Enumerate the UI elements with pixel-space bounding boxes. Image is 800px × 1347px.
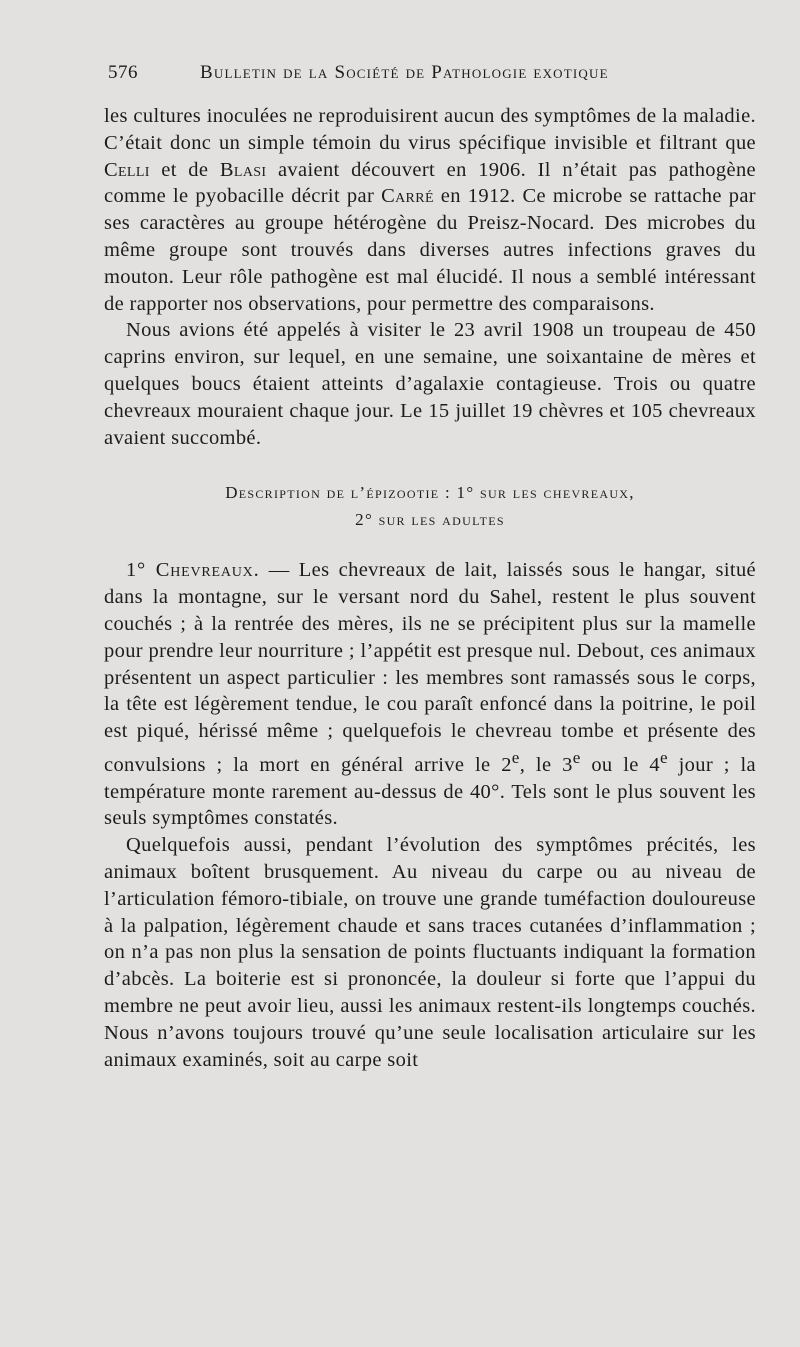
paragraph-2: Nous avions été appelés à visiter le 23 avril 1908 un troupeau de 450 caprins environ, sur lequel, en une semaine, une soixantaine de mères et quelques boucs étaient atteints d’agalaxie contagieuse. Trois ou quatre chevreaux mouraient chaque jour. Le 15 juillet 19 chèvres et 105 chevreaux avaient succombé. bbox=[104, 319, 756, 449]
section-heading-line-2: 2° sur les adultes bbox=[355, 510, 505, 530]
run-in-heading: 1° Chevreaux. bbox=[126, 559, 260, 582]
page-number: 576 bbox=[108, 62, 138, 83]
paragraph-3: 1° Chevreaux. — Les chevreaux de lait, laissés sous le hangar, situé dans la montagne, sur le versant nord du Sahel, restent le plus souvent couchés ; à la rentrée des mères, ils ne se précipitent plus sur la mamelle pour prendre leur nourriture ; l’appétit est presque nul. Debout, ces animaux présentent un aspect particulier : les membres sont ramassés sous le corps, la tête est légèrement tendue, le cou paraît enfoncé dans la poitrine, le poil est piqué, hérissé même ; quelquefois le chevreau tombe et présente des convulsions ; la mort en général arrive le 2e, le 3e ou le 4e jour ; la température monte rarement au-dessus de 40°. Tels sont le plus souvent les seuls symptômes constatés. bbox=[104, 559, 756, 830]
section-heading-line-1: Description de l’épizootie : 1° sur les chevreaux, bbox=[225, 483, 635, 503]
body-text bbox=[104, 103, 756, 1073]
author-name-celli: Celli bbox=[104, 158, 150, 181]
running-title: Bulletin de la Société de Pathologie exotique bbox=[200, 62, 609, 83]
paragraph-4: Quelquefois aussi, pendant l’évolution des symptômes précités, les animaux boîtent brusquement. Au niveau du carpe ou au niveau de l’articulation fémoro-tibiale, on trouve une grande tuméfaction douloureuse à la palpation, légèrement chaude et sans traces cutanées d’inflammation ; on n’a pas non plus la sensation de points fluctuants indiquant la formation d’abcès. La boiterie est si prononcée, la douleur si forte que l’appui du membre ne peut avoir lieu, aussi les animaux restent-ils longtemps couchés. Nous n’avons toujours trouvé qu’une seule localisation articulaire sur les animaux examinés, soit au carpe soit bbox=[104, 834, 756, 1071]
section-heading bbox=[104, 479, 756, 533]
page-header bbox=[108, 62, 758, 86]
author-name-blasi: Blasi bbox=[219, 158, 267, 181]
paragraph-1: les cultures inoculées ne reproduisirent aucun des symptômes de la maladie. C’était donc un simple témoin du virus spécifique invisible et filtrant que Celli et de Blasi avaient découvert en 1906. Il n’était pas pathogène comme le pyobacille décrit par Carré en 1912. Ce microbe se rattache par ses caractères au groupe hétérogène du Preisz-Nocard. Des microbes du même groupe sont trouvés dans diverses autres infections graves du mouton. Leur rôle pathogène est mal élucidé. Il nous a semblé intéressant de rapporter nos observations, pour permettre des comparaisons. bbox=[104, 105, 757, 315]
author-name-carre: Carré bbox=[381, 185, 434, 208]
